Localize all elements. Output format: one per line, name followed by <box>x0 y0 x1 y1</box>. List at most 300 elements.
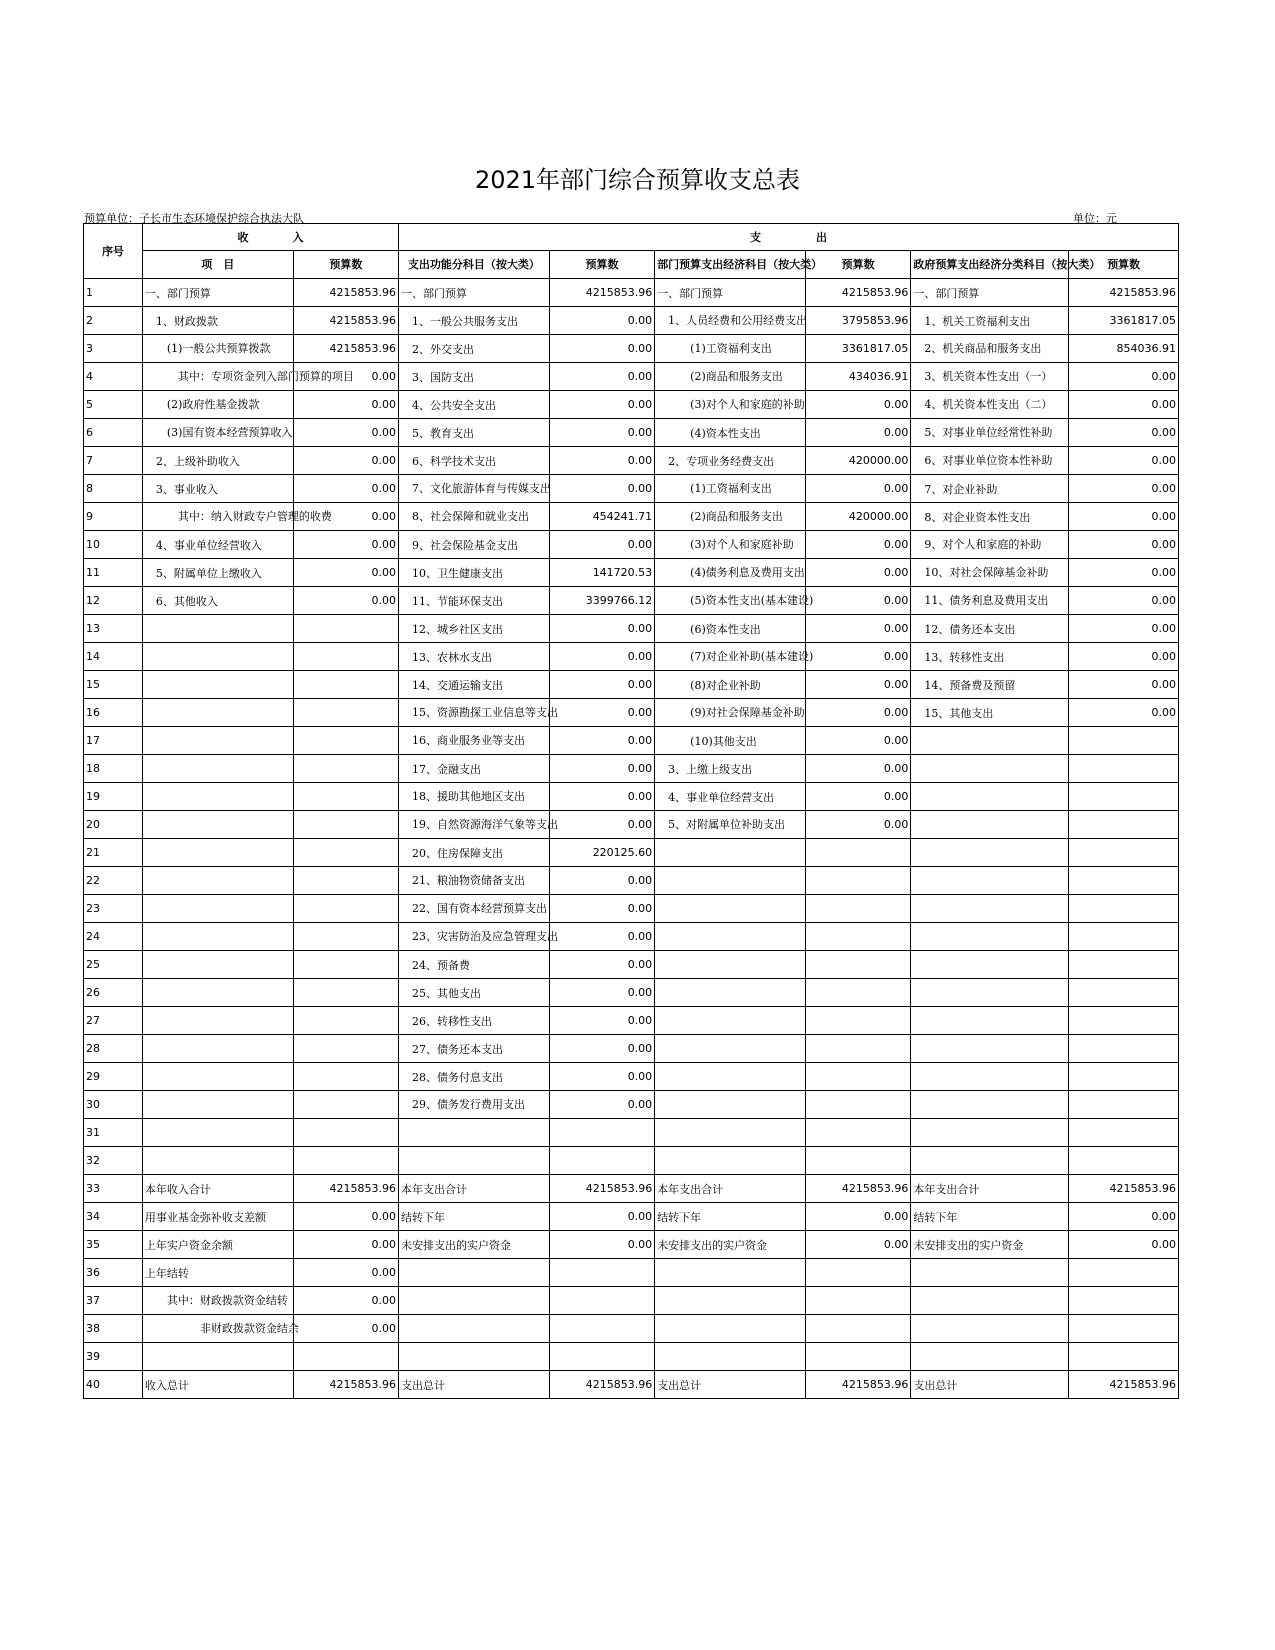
row-seq: 4 <box>84 363 143 391</box>
dept-amount: 0.00 <box>805 727 910 755</box>
func-amount: 0.00 <box>549 391 654 419</box>
table-row <box>84 1091 1179 1119</box>
dept-item: (6)资本性支出 <box>655 615 806 643</box>
income-amount <box>293 923 398 951</box>
func-item: 14、交通运输支出 <box>399 671 550 699</box>
dept-amount <box>805 895 910 923</box>
func-item: 5、教育支出 <box>399 419 550 447</box>
gov-item <box>911 895 1069 923</box>
func-item <box>399 1315 550 1343</box>
dept-item: (1)工资福利支出 <box>655 335 806 363</box>
row-seq: 5 <box>84 391 143 419</box>
income-item: 其中：财政拨款资金结转 <box>142 1287 293 1315</box>
income-amount <box>293 1343 398 1371</box>
func-amount: 0.00 <box>549 643 654 671</box>
func-amount: 0.00 <box>549 1035 654 1063</box>
income-amount <box>293 1091 398 1119</box>
dept-item: (7)对企业补助(基本建设) <box>655 643 806 671</box>
func-amount: 0.00 <box>549 475 654 503</box>
dept-item: 未安排支出的实户资金 <box>655 1231 806 1259</box>
gov-item <box>911 755 1069 783</box>
gov-item <box>911 867 1069 895</box>
func-amount: 0.00 <box>549 531 654 559</box>
income-amount: 0.00 <box>293 1203 398 1231</box>
gov-amount: 0.00 <box>1069 615 1179 643</box>
income-item: 5、附属单位上缴收入 <box>142 559 293 587</box>
gov-amount: 854036.91 <box>1069 335 1179 363</box>
dept-item <box>655 1343 806 1371</box>
table-row <box>84 951 1179 979</box>
gov-item: 4、机关资本性支出（二） <box>911 391 1069 419</box>
func-item <box>399 1147 550 1175</box>
row-seq: 2 <box>84 307 143 335</box>
dept-item: (2)商品和服务支出 <box>655 503 806 531</box>
income-item <box>142 783 293 811</box>
gov-amount: 0.00 <box>1069 391 1179 419</box>
table-row <box>84 671 1179 699</box>
func-item: 11、节能环保支出 <box>399 587 550 615</box>
dept-amount: 0.00 <box>805 699 910 727</box>
gov-item <box>911 1035 1069 1063</box>
row-seq: 25 <box>84 951 143 979</box>
table-row <box>84 699 1179 727</box>
table-row <box>84 1315 1179 1343</box>
income-item: 本年收入合计 <box>142 1175 293 1203</box>
dept-amount: 3361817.05 <box>805 335 910 363</box>
func-amount: 141720.53 <box>549 559 654 587</box>
dept-item: 2、专项业务经费支出 <box>655 447 806 475</box>
gov-item <box>911 1259 1069 1287</box>
row-seq: 15 <box>84 671 143 699</box>
func-amount: 0.00 <box>549 363 654 391</box>
gov-item: 未安排支出的实户资金 <box>911 1231 1069 1259</box>
dept-item <box>655 867 806 895</box>
dept-item: (2)商品和服务支出 <box>655 363 806 391</box>
dept-item: 支出总计 <box>655 1371 806 1399</box>
dept-item: (4)资本性支出 <box>655 419 806 447</box>
dept-item: (10)其他支出 <box>655 727 806 755</box>
func-item: 18、援助其他地区支出 <box>399 783 550 811</box>
gov-item <box>911 979 1069 1007</box>
row-seq: 31 <box>84 1119 143 1147</box>
gov-item: 6、对事业单位资本性补助 <box>911 447 1069 475</box>
row-seq: 39 <box>84 1343 143 1371</box>
income-item <box>142 867 293 895</box>
dept-item: 1、人员经费和公用经费支出 <box>655 307 806 335</box>
header-amount: 预算数 <box>1069 251 1179 279</box>
dept-item <box>655 1007 806 1035</box>
table-row <box>84 1147 1179 1175</box>
table-row <box>84 335 1179 363</box>
func-amount <box>549 1259 654 1287</box>
dept-item <box>655 895 806 923</box>
dept-amount: 0.00 <box>805 1203 910 1231</box>
income-amount: 4215853.96 <box>293 335 398 363</box>
table-row <box>84 923 1179 951</box>
income-amount <box>293 839 398 867</box>
table-row <box>84 979 1179 1007</box>
dept-item <box>655 1063 806 1091</box>
income-item: (3)国有资本经营预算收入 <box>142 419 293 447</box>
func-amount: 0.00 <box>549 1203 654 1231</box>
income-amount <box>293 895 398 923</box>
income-amount <box>293 727 398 755</box>
income-item <box>142 1119 293 1147</box>
income-amount <box>293 615 398 643</box>
table-row <box>84 1063 1179 1091</box>
gov-amount <box>1069 783 1179 811</box>
gov-amount <box>1069 1147 1179 1175</box>
income-amount: 0.00 <box>293 475 398 503</box>
income-amount: 0.00 <box>293 531 398 559</box>
func-amount: 0.00 <box>549 951 654 979</box>
row-seq: 35 <box>84 1231 143 1259</box>
dept-item <box>655 1259 806 1287</box>
gov-amount: 0.00 <box>1069 643 1179 671</box>
gov-amount <box>1069 867 1179 895</box>
table-row <box>84 363 1179 391</box>
income-item: 上年结转 <box>142 1259 293 1287</box>
gov-item <box>911 951 1069 979</box>
row-seq: 19 <box>84 783 143 811</box>
func-item: 4、公共安全支出 <box>399 391 550 419</box>
income-amount <box>293 783 398 811</box>
gov-item <box>911 811 1069 839</box>
row-seq: 23 <box>84 895 143 923</box>
gov-item: 3、机关资本性支出（一） <box>911 363 1069 391</box>
func-item: 28、债务付息支出 <box>399 1063 550 1091</box>
income-amount: 4215853.96 <box>293 1175 398 1203</box>
income-amount: 0.00 <box>293 1231 398 1259</box>
income-item <box>142 895 293 923</box>
func-amount: 0.00 <box>549 699 654 727</box>
income-item <box>142 1063 293 1091</box>
row-seq: 27 <box>84 1007 143 1035</box>
header-gov: 政府预算支出经济分类科目（按大类） <box>911 251 1069 279</box>
func-amount: 454241.71 <box>549 503 654 531</box>
gov-amount <box>1069 895 1179 923</box>
row-seq: 11 <box>84 559 143 587</box>
currency-unit-label: 单位：元 <box>1073 212 1117 225</box>
func-item: 1、一般公共服务支出 <box>399 307 550 335</box>
dept-item: (9)对社会保障基金补助 <box>655 699 806 727</box>
gov-item <box>911 1007 1069 1035</box>
income-amount <box>293 1007 398 1035</box>
row-seq: 40 <box>84 1371 143 1399</box>
table-row <box>84 727 1179 755</box>
func-item: 结转下年 <box>399 1203 550 1231</box>
gov-amount <box>1069 1007 1179 1035</box>
row-seq: 28 <box>84 1035 143 1063</box>
func-item: 27、债务还本支出 <box>399 1035 550 1063</box>
func-item <box>399 1343 550 1371</box>
gov-amount: 0.00 <box>1069 503 1179 531</box>
gov-item: 本年支出合计 <box>911 1175 1069 1203</box>
func-item: 一、部门预算 <box>399 279 550 307</box>
table-row <box>84 1035 1179 1063</box>
gov-amount: 3361817.05 <box>1069 307 1179 335</box>
dept-amount: 0.00 <box>805 811 910 839</box>
row-seq: 34 <box>84 1203 143 1231</box>
func-amount <box>549 1315 654 1343</box>
gov-amount: 0.00 <box>1069 531 1179 559</box>
budget-unit-label: 预算单位：子长市生态环境保护综合执法大队 <box>84 212 304 225</box>
dept-amount: 420000.00 <box>805 447 910 475</box>
income-amount: 0.00 <box>293 587 398 615</box>
func-amount: 3399766.12 <box>549 587 654 615</box>
func-amount: 4215853.96 <box>549 1371 654 1399</box>
func-item: 3、国防支出 <box>399 363 550 391</box>
dept-amount <box>805 1315 910 1343</box>
row-seq: 13 <box>84 615 143 643</box>
income-item <box>142 1035 293 1063</box>
gov-amount: 0.00 <box>1069 1231 1179 1259</box>
income-item <box>142 811 293 839</box>
func-item: 13、农林水支出 <box>399 643 550 671</box>
header-dept: 部门预算支出经济科目（按大类） <box>655 251 806 279</box>
func-item: 本年支出合计 <box>399 1175 550 1203</box>
row-seq: 20 <box>84 811 143 839</box>
gov-item <box>911 1091 1069 1119</box>
gov-item <box>911 1287 1069 1315</box>
func-amount: 0.00 <box>549 1231 654 1259</box>
func-item: 22、国有资本经营预算支出 <box>399 895 550 923</box>
gov-item: 结转下年 <box>911 1203 1069 1231</box>
func-item: 16、商业服务业等支出 <box>399 727 550 755</box>
income-amount <box>293 979 398 1007</box>
dept-amount: 0.00 <box>805 391 910 419</box>
gov-item: 10、对社会保障基金补助 <box>911 559 1069 587</box>
gov-amount <box>1069 951 1179 979</box>
income-item <box>142 699 293 727</box>
table-row <box>84 503 1179 531</box>
func-item: 23、灾害防治及应急管理支出 <box>399 923 550 951</box>
func-item <box>399 1287 550 1315</box>
func-item: 25、其他支出 <box>399 979 550 1007</box>
gov-item: 12、债务还本支出 <box>911 615 1069 643</box>
table-row <box>84 1259 1179 1287</box>
func-amount: 0.00 <box>549 447 654 475</box>
dept-item <box>655 951 806 979</box>
dept-amount <box>805 1091 910 1119</box>
dept-item: 结转下年 <box>655 1203 806 1231</box>
func-amount: 0.00 <box>549 979 654 1007</box>
income-item <box>142 979 293 1007</box>
income-item: 收入总计 <box>142 1371 293 1399</box>
gov-item <box>911 839 1069 867</box>
table-row <box>84 1203 1179 1231</box>
func-item: 未安排支出的实户资金 <box>399 1231 550 1259</box>
table-row <box>84 1231 1179 1259</box>
row-seq: 36 <box>84 1259 143 1287</box>
income-item: 3、事业收入 <box>142 475 293 503</box>
dept-amount: 0.00 <box>805 419 910 447</box>
row-seq: 30 <box>84 1091 143 1119</box>
income-item <box>142 1147 293 1175</box>
income-item: 其中：纳入财政专户管理的收费 <box>142 503 293 531</box>
func-amount <box>549 1119 654 1147</box>
func-item: 26、转移性支出 <box>399 1007 550 1035</box>
income-item: (2)政府性基金拨款 <box>142 391 293 419</box>
gov-amount: 4215853.96 <box>1069 1175 1179 1203</box>
income-item: 非财政拨款资金结余 <box>142 1315 293 1343</box>
func-item: 24、预备费 <box>399 951 550 979</box>
gov-amount <box>1069 923 1179 951</box>
income-item <box>142 615 293 643</box>
income-item <box>142 839 293 867</box>
func-item: 20、住房保障支出 <box>399 839 550 867</box>
dept-amount: 0.00 <box>805 531 910 559</box>
income-item: 一、部门预算 <box>142 279 293 307</box>
income-amount <box>293 1147 398 1175</box>
table-row <box>84 419 1179 447</box>
table-row <box>84 839 1179 867</box>
table-row <box>84 391 1179 419</box>
dept-item <box>655 1119 806 1147</box>
func-item: 6、科学技术支出 <box>399 447 550 475</box>
func-amount: 0.00 <box>549 419 654 447</box>
gov-amount: 0.00 <box>1069 559 1179 587</box>
table-row <box>84 1119 1179 1147</box>
gov-amount <box>1069 1119 1179 1147</box>
income-amount: 0.00 <box>293 363 398 391</box>
table-row <box>84 559 1179 587</box>
dept-amount: 0.00 <box>805 1231 910 1259</box>
gov-amount: 4215853.96 <box>1069 1371 1179 1399</box>
func-amount: 0.00 <box>549 727 654 755</box>
dept-amount: 0.00 <box>805 755 910 783</box>
row-seq: 14 <box>84 643 143 671</box>
gov-amount: 0.00 <box>1069 699 1179 727</box>
func-amount: 4215853.96 <box>549 279 654 307</box>
header-amount: 预算数 <box>805 251 910 279</box>
gov-item: 13、转移性支出 <box>911 643 1069 671</box>
gov-item: 14、预备费及预留 <box>911 671 1069 699</box>
income-amount: 0.00 <box>293 503 398 531</box>
func-amount <box>549 1147 654 1175</box>
income-amount: 4215853.96 <box>293 307 398 335</box>
dept-item: (8)对企业补助 <box>655 671 806 699</box>
dept-amount: 0.00 <box>805 615 910 643</box>
income-item: 2、上级补助收入 <box>142 447 293 475</box>
header-expense: 支 出 <box>399 224 1179 251</box>
gov-amount <box>1069 1343 1179 1371</box>
income-amount <box>293 671 398 699</box>
func-amount: 0.00 <box>549 867 654 895</box>
row-seq: 10 <box>84 531 143 559</box>
func-amount: 0.00 <box>549 895 654 923</box>
dept-amount <box>805 1259 910 1287</box>
income-item: 用事业基金弥补收支差额 <box>142 1203 293 1231</box>
func-item: 7、文化旅游体育与传媒支出 <box>399 475 550 503</box>
income-item <box>142 755 293 783</box>
gov-amount <box>1069 1287 1179 1315</box>
dept-item <box>655 1147 806 1175</box>
gov-amount: 4215853.96 <box>1069 279 1179 307</box>
income-amount: 0.00 <box>293 391 398 419</box>
dept-item: 3、上缴上级支出 <box>655 755 806 783</box>
table-row <box>84 895 1179 923</box>
dept-item <box>655 979 806 1007</box>
header-amount: 预算数 <box>549 251 654 279</box>
income-item: 其中：专项资金列入部门预算的项目 <box>142 363 293 391</box>
income-amount: 0.00 <box>293 1287 398 1315</box>
dept-item <box>655 923 806 951</box>
budget-summary-table <box>83 223 1179 1399</box>
row-seq: 29 <box>84 1063 143 1091</box>
func-amount: 0.00 <box>549 615 654 643</box>
gov-amount <box>1069 839 1179 867</box>
gov-item: 2、机关商品和服务支出 <box>911 335 1069 363</box>
dept-amount: 434036.91 <box>805 363 910 391</box>
func-amount: 220125.60 <box>549 839 654 867</box>
income-amount <box>293 951 398 979</box>
page-title: 2021年部门综合预算收支总表 <box>474 166 801 194</box>
table-body <box>84 279 1179 1399</box>
dept-item: (5)资本性支出(基本建设) <box>655 587 806 615</box>
header-income: 收 入 <box>142 224 398 251</box>
func-item: 8、社会保障和就业支出 <box>399 503 550 531</box>
income-amount: 0.00 <box>293 1315 398 1343</box>
table-row <box>84 279 1179 307</box>
dept-item <box>655 839 806 867</box>
func-item: 9、社会保险基金支出 <box>399 531 550 559</box>
dept-amount: 4215853.96 <box>805 1371 910 1399</box>
func-amount: 0.00 <box>549 671 654 699</box>
income-item <box>142 727 293 755</box>
func-item: 支出总计 <box>399 1371 550 1399</box>
income-amount <box>293 699 398 727</box>
income-item: 6、其他收入 <box>142 587 293 615</box>
income-amount: 4215853.96 <box>293 1371 398 1399</box>
table-row <box>84 755 1179 783</box>
dept-amount: 420000.00 <box>805 503 910 531</box>
table-row <box>84 1175 1179 1203</box>
gov-item: 5、对事业单位经常性补助 <box>911 419 1069 447</box>
income-item <box>142 1091 293 1119</box>
table-row <box>84 447 1179 475</box>
table-row <box>84 1287 1179 1315</box>
row-seq: 38 <box>84 1315 143 1343</box>
dept-item <box>655 1315 806 1343</box>
income-amount: 0.00 <box>293 447 398 475</box>
header-func: 支出功能分科目（按大类） <box>399 251 550 279</box>
gov-item: 11、债务利息及费用支出 <box>911 587 1069 615</box>
dept-amount <box>805 979 910 1007</box>
func-item: 15、资源勘探工业信息等支出 <box>399 699 550 727</box>
income-item: 上年实户资金余额 <box>142 1231 293 1259</box>
dept-amount: 4215853.96 <box>805 279 910 307</box>
row-seq: 22 <box>84 867 143 895</box>
gov-item <box>911 783 1069 811</box>
dept-amount <box>805 1063 910 1091</box>
gov-amount <box>1069 755 1179 783</box>
dept-amount <box>805 1007 910 1035</box>
dept-item: (1)工资福利支出 <box>655 475 806 503</box>
income-item <box>142 951 293 979</box>
gov-item <box>911 1119 1069 1147</box>
income-amount <box>293 1119 398 1147</box>
row-seq: 37 <box>84 1287 143 1315</box>
gov-item: 1、机关工资福利支出 <box>911 307 1069 335</box>
func-item <box>399 1119 550 1147</box>
table-row <box>84 531 1179 559</box>
gov-amount <box>1069 811 1179 839</box>
func-amount: 0.00 <box>549 1063 654 1091</box>
income-item <box>142 1343 293 1371</box>
income-amount <box>293 755 398 783</box>
income-amount <box>293 811 398 839</box>
